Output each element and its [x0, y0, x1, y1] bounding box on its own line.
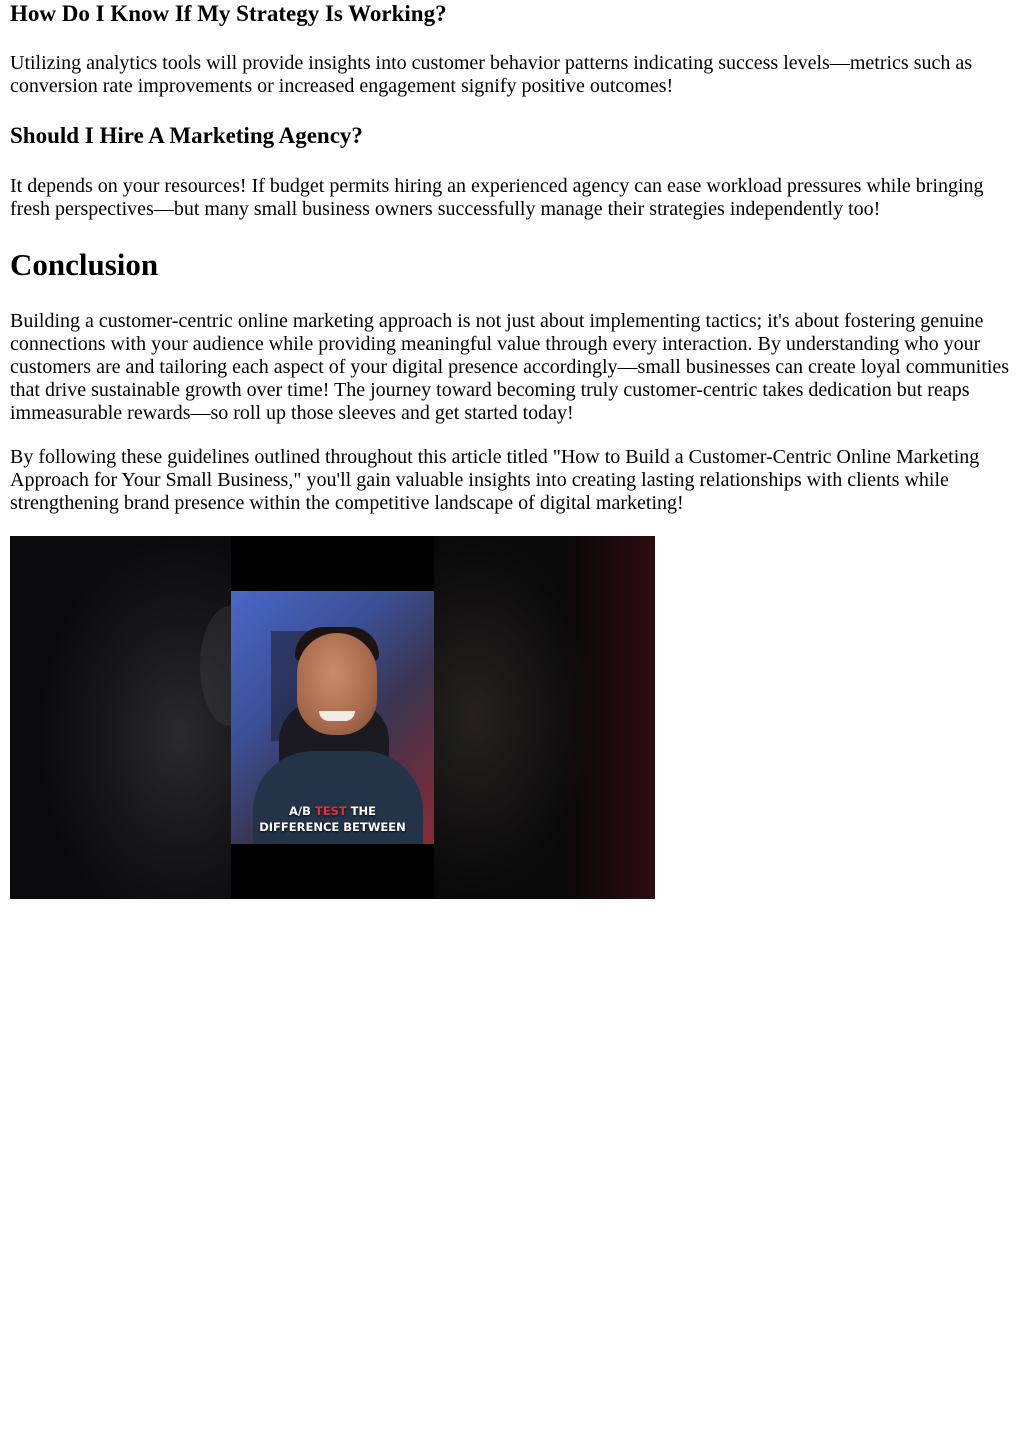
caption-suffix: THE [346, 804, 377, 818]
faq-answer-hire-agency: It depends on your resources! If budget permits hiring an experienced agency can ease workload pressures while bringing fresh perspectives—but many small business owners successfully manage their strategies independently too! [10, 175, 984, 220]
faq-question-strategy-working: How Do I Know If My Strategy Is Working? [10, 1, 447, 26]
video-frame [231, 591, 434, 844]
faq-question-hire-agency: Should I Hire A Marketing Agency? [10, 123, 363, 148]
blurred-background-right [434, 536, 655, 899]
presenter-smile [319, 711, 355, 721]
caption-line-2: DIFFERENCE BETWEEN [259, 820, 406, 834]
video-caption [231, 803, 434, 835]
conclusion-paragraph: Building a customer-centric online marketing approach is not just about implementing tactics; it's about fostering genuine connections with your audience while providing meaningful value through every interaction. By understanding who your customers are and tailoring each aspect of your digital presence accordingly—small businesses can create loyal communities that drive sustainable growth over time! The journey toward becoming truly customer-centric takes dedication but reaps immeasurable rewards—so roll up those sleeves and get started today! [10, 310, 1010, 424]
caption-highlight: TEST [314, 804, 347, 818]
blurred-background-left [10, 536, 231, 899]
conclusion-heading: Conclusion [10, 247, 159, 282]
faq-answer-strategy-working: Utilizing analytics tools will provide insights into customer behavior patterns indicating success levels—metrics such as conversion rate improvements or increased engagement signify positive outcomes! [10, 52, 973, 97]
video-thumbnail[interactable] [10, 536, 655, 899]
caption-prefix: A/B [288, 804, 315, 818]
caption-line-1 [231, 803, 434, 819]
video-frame-strip [231, 536, 434, 899]
conclusion-paragraph: By following these guidelines outlined throughout this article titled "How to Build a Customer-Centric Online Marketing Approach for Your Small Business," you'll gain valuable insights into creating lasting relationships with clients while strengthening brand presence within the competitive landscape of digital marketing! [10, 446, 980, 514]
